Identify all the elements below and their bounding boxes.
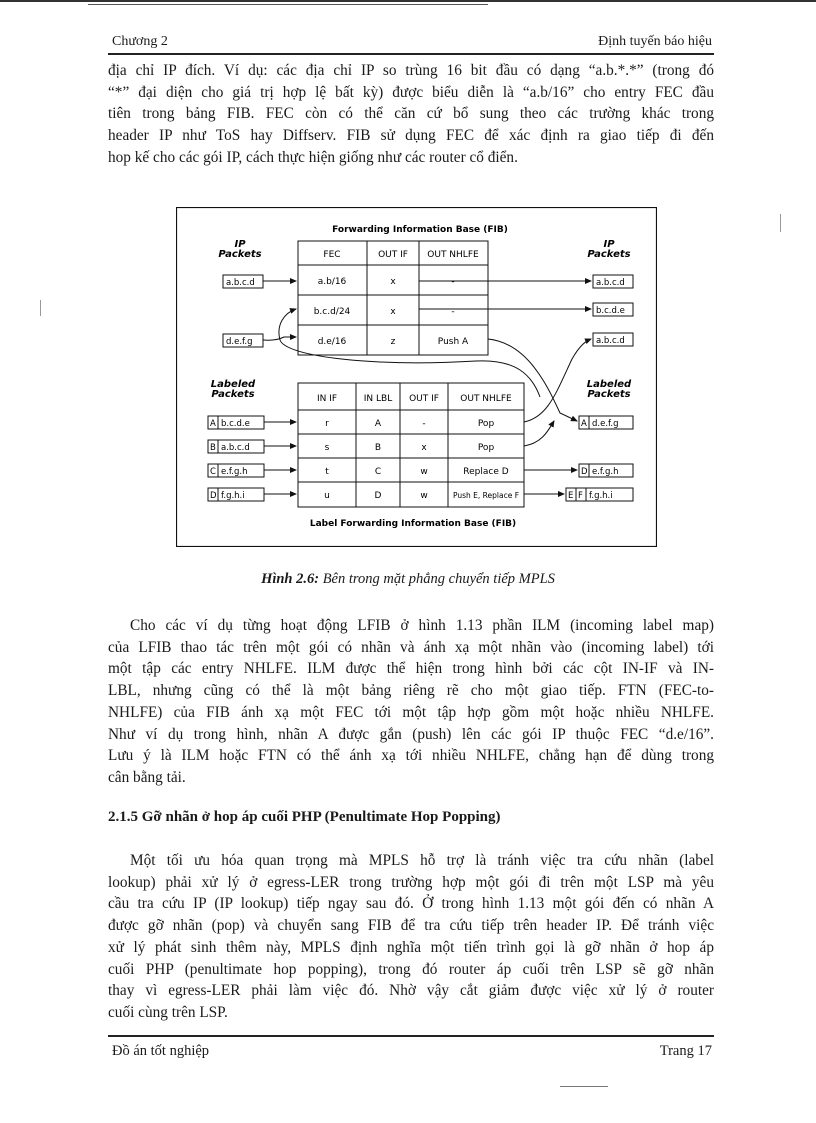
labeled-in-addr: a.b.c.d (221, 443, 250, 453)
para3-line: Một tối ưu hóa quan trọng mà MPLS hỗ trợ là tránh việc tra cứu nhãn (label (130, 852, 714, 869)
labeled-packets-right-1: Labeled (586, 379, 632, 390)
fib-cell: Push A (437, 337, 469, 347)
intro-paragraph (108, 60, 714, 169)
lfib-header: OUT NHLFE (460, 394, 512, 404)
para2-line: của LFIB thao tác trên một gói có nhãn và ánh xạ một nhãn vào (incoming label) tới (108, 638, 714, 656)
labeled-in-addr: b.c.d.e (221, 419, 250, 429)
scan-artifact (560, 1086, 608, 1087)
intro-line: header IP như ToS hay Diffserv. FIB sử dụng FEC để xác định ra giao tiếp đi đến (108, 127, 714, 145)
lfib-cell: Replace D (463, 467, 509, 477)
lfib-cell: x (421, 443, 427, 453)
ip-packets-left-1: IP (234, 239, 246, 250)
para3-line: xử lý phát sinh thêm này, MPLS định nghĩa một tiến trình gọi là gỡ nhãn ở hop áp (108, 938, 714, 956)
lfib-cell: - (422, 419, 426, 429)
labeled-in-addr: f.g.h.i (221, 491, 245, 501)
scan-artifact (780, 214, 781, 232)
section-title: 2.1.5 Gỡ nhãn ở hop áp cuối PHP (Penultimate Hop Popping) (108, 809, 501, 825)
fib-cell: a.b/16 (317, 277, 347, 287)
fib-header: OUT IF (378, 250, 408, 260)
fib-cell: d.e/16 (317, 337, 347, 347)
lfib-cell: w (420, 491, 428, 501)
figure-caption (0, 571, 816, 588)
scan-artifact (40, 300, 41, 316)
lfib-cell: C (374, 467, 382, 477)
fib-cell: - (451, 277, 455, 287)
body-paragraph-php (108, 850, 714, 1024)
fib-cell: z (390, 337, 396, 347)
ip-in-packet: a.b.c.d (226, 278, 255, 288)
mpls-forwarding-figure (176, 207, 657, 547)
ip-out-packet: a.b.c.d (596, 336, 625, 346)
footer-rule (108, 1035, 714, 1037)
labeled-out-label: A (581, 419, 587, 429)
labeled-packets-left-2: Packets (211, 389, 255, 400)
lfib-cell: B (374, 443, 382, 453)
header-topic: Định tuyến báo hiệu (598, 34, 712, 49)
para2-line: NHLFE) của FIB ánh xạ một FEC tới một tập hợp gồm một hoặc nhiều NHLFE. (108, 703, 714, 721)
labeled-packets-left-1: Labeled (210, 379, 256, 390)
labeled-in-addr: e.f.g.h (221, 467, 248, 477)
fib-header: FEC (323, 250, 341, 260)
lfib-cell: t (325, 467, 329, 477)
lfib-cell: Push E, Replace F (452, 491, 520, 500)
para2-line: LBL, nhưng cũng có thể là một bảng riêng rẽ cho một giao tiếp. FTN (FEC-to- (108, 682, 714, 700)
lfib-cell: u (324, 491, 330, 501)
ip-in-packet: d.e.f.g (226, 337, 253, 347)
lfib-cell: s (324, 443, 330, 453)
labeled-in-label: B (210, 443, 216, 453)
para3-line: lookup) phải xử lý ở egress-LER trong trường hợp một gói đi trên một LSP mà yêu (108, 873, 714, 891)
intro-line: “*” đại diện cho giá trị hợp lệ bất kỳ) được biểu diễn là “a.b/16” cho entry FEC đầu (108, 83, 714, 101)
labeled-out-label: E (568, 491, 574, 501)
labeled-in-label: D (210, 491, 217, 501)
ip-packets-right-1: IP (603, 239, 615, 250)
para3-line: được gỡ nhãn (pop) và chuyển sang FIB để tra cứu tiếp trên header IP. Để tránh việc (108, 917, 714, 935)
intro-line: hop kế cho các gói IP, cách thực hiện giống như các router cổ điển. (108, 148, 518, 166)
lfib-header: IN IF (316, 394, 338, 404)
labeled-out-addr: e.f.g.h (592, 467, 619, 477)
crossing-curve (280, 340, 540, 397)
fib-cell: x (390, 277, 396, 287)
figure-caption-text: Bên trong mặt phẳng chuyển tiếp MPLS (319, 571, 555, 587)
lfib-title: Label Forwarding Information Base (FIB) (309, 519, 517, 529)
labeled-packets-right-2: Packets (587, 389, 631, 400)
para3-line: thay vì egress-LER phải làm việc đó. Nhờ vậy cắt giảm được việc xử lý ở router (108, 982, 714, 1000)
para3-line: cuối cùng trên LSP. (108, 1003, 228, 1021)
ip-packets-left-2: Packets (218, 249, 262, 260)
header-rule (108, 53, 714, 55)
fib-cell: x (390, 307, 396, 317)
labeled-out-addr: d.e.f.g (592, 419, 619, 429)
lfib-cell: Pop (477, 443, 495, 453)
labeled-in-label: C (210, 467, 216, 477)
fib-title: Forwarding Information Base (FIB) (332, 225, 508, 235)
lfib-cell: A (374, 419, 382, 429)
fib-header: OUT NHLFE (427, 250, 479, 260)
footer-title: Đồ án tốt nghiệp (112, 1043, 210, 1059)
footer-page-number: Trang 17 (659, 1043, 712, 1059)
lfib-cell: r (325, 419, 329, 429)
para2-line: cân bằng tải. (108, 768, 186, 786)
lfib-cell: D (374, 491, 382, 501)
labeled-out-label: F (578, 491, 583, 501)
para3-line: cuối PHP (penultimate hop popping), trong đó router áp cuối trên LSP sẽ gỡ nhãn (108, 960, 714, 978)
figure-caption-number: Hình 2.6: (261, 571, 320, 587)
fib-cell: - (451, 307, 455, 317)
intro-line: địa chỉ IP đích. Ví dụ: các địa chỉ IP so trùng 16 bit đầu có dạng “a.b.*.*” (trong đó (108, 62, 714, 79)
ip-packets-right-2: Packets (587, 249, 631, 260)
intro-line: tiên trong bảng FIB. FEC còn có thể căn cứ bổ sung theo các trường khác trong (108, 105, 714, 123)
lfib-header: OUT IF (409, 394, 439, 404)
para2-line: Cho các ví dụ từng hoạt động LFIB ở hình 1.13 phần ILM (incoming label map) (130, 617, 714, 634)
lfib-header: IN LBL (363, 394, 393, 404)
lfib-cell: Pop (477, 419, 495, 429)
top-edge-rule (0, 0, 816, 2)
labeled-in-label: A (210, 419, 216, 429)
fib-cell: b.c.d/24 (313, 307, 351, 317)
top-scan-rule (88, 4, 488, 5)
labeled-out-label: D (581, 467, 588, 477)
body-paragraph-lfib (108, 615, 714, 789)
lfib-cell: w (420, 467, 428, 477)
para2-line: một tập các entry NHLFE. ILM được thể hiện trong hình bởi các cột IN-IF và IN- (108, 660, 714, 678)
ip-out-packet: a.b.c.d (596, 278, 625, 288)
labeled-out-addr: f.g.h.i (589, 491, 613, 501)
para3-line: cầu tra cứu IP (IP lookup) tiếp ngay sau đó. Ở trong hình 1.13 một gói đến có nhãn A (108, 895, 714, 913)
para2-line: Như ví dụ trong hình, nhãn A được gắn (push) lên các gói IP thuộc FEC “d.e/16”. (108, 725, 714, 743)
para2-line: Lưu ý là ILM hoặc FTN có thể ánh xạ tới nhiều NHLFE, chẳng hạn để dùng trong (108, 747, 714, 765)
header-chapter: Chương 2 (112, 34, 168, 49)
ip-out-packet: b.c.d.e (596, 306, 625, 316)
